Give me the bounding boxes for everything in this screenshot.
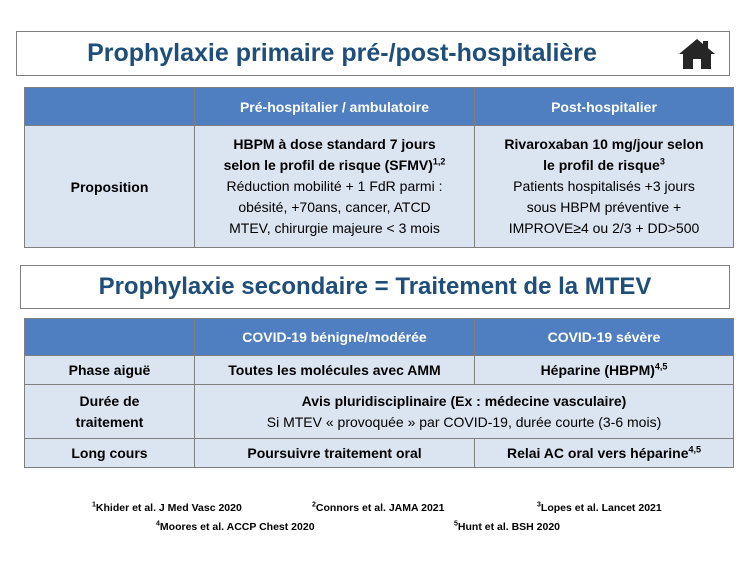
- long-term-mild: Poursuivre traitement oral: [195, 439, 475, 468]
- header-covid-mild: COVID-19 bénigne/modérée: [195, 319, 475, 356]
- primary-prophylaxis-table: [24, 87, 734, 248]
- row-label-proposition: Proposition: [25, 126, 195, 248]
- acute-phase-mild: Toutes les molécules avec AMM: [195, 356, 475, 385]
- section1-title-box: [16, 31, 730, 76]
- secondary-prophylaxis-table: [24, 318, 734, 468]
- header-empty-cell: [25, 88, 195, 126]
- text-line: obésité, +70ans, cancer, ATCD: [238, 199, 431, 215]
- pre-hospital-proposition: [195, 126, 475, 248]
- reference-4: $^4$Moores et al. ACCP Chest 2020: [156, 520, 315, 533]
- text-line: HBPM à dose standard 7 jours: [233, 136, 436, 152]
- header-pre-hospital: Pré-hospitalier / ambulatoire: [195, 88, 475, 126]
- row-label-long-term: Long cours: [25, 439, 195, 468]
- reference-3: $^3$Lopes et al. Lancet 2021: [537, 501, 662, 514]
- home-icon[interactable]: [677, 37, 717, 71]
- text-line: IMPROVE≥4 ou 2/3 + DD>500: [508, 220, 700, 236]
- acute-phase-severe: Héparine (HBPM)$^{4,5}$: [475, 356, 734, 385]
- section2-title: Prophylaxie secondaire = Traitement de la MTEV: [20, 265, 730, 309]
- header-empty-cell: [25, 319, 195, 356]
- row-label-treatment-duration: Durée de traitement: [25, 385, 195, 439]
- reference-2: $^2$Connors et al. JAMA 2021: [312, 501, 445, 514]
- text-line: MTEV, chirurgie majeure < 3 mois: [229, 220, 440, 236]
- text-line: Rivaroxaban 10 mg/jour selon: [504, 136, 704, 152]
- reference-1: $^1$Khider et al. J Med Vasc 2020: [92, 501, 242, 514]
- text-line: Réduction mobilité + 1 FdR parmi :: [226, 178, 443, 194]
- text-line: Patients hospitalisés +3 jours: [513, 178, 695, 194]
- long-term-severe: Relai AC oral vers héparine$^{4,5}$: [475, 439, 734, 468]
- post-hospital-proposition: [475, 126, 734, 248]
- header-covid-severe: COVID-19 sévère: [475, 319, 734, 356]
- treatment-duration-merged: Avis pluridisciplinaire (Ex : médecine vasculaire) Si MTEV « provoquée » par COVID-19, durée courte (3-6 mois): [195, 385, 734, 439]
- row-label-acute-phase: Phase aiguë: [25, 356, 195, 385]
- header-post-hospital: Post-hospitalier: [475, 88, 734, 126]
- reference-5: $^5$Hunt et al. BSH 2020: [454, 520, 561, 533]
- text-line: sous HBPM préventive +: [526, 199, 682, 215]
- text-line: le profil de risque$^3$: [543, 156, 665, 173]
- section1-title: Prophylaxie primaire pré-/post-hospitalière: [87, 39, 597, 67]
- text-line: selon le profil de risque (SFMV)$^{1,2}$: [223, 156, 446, 173]
